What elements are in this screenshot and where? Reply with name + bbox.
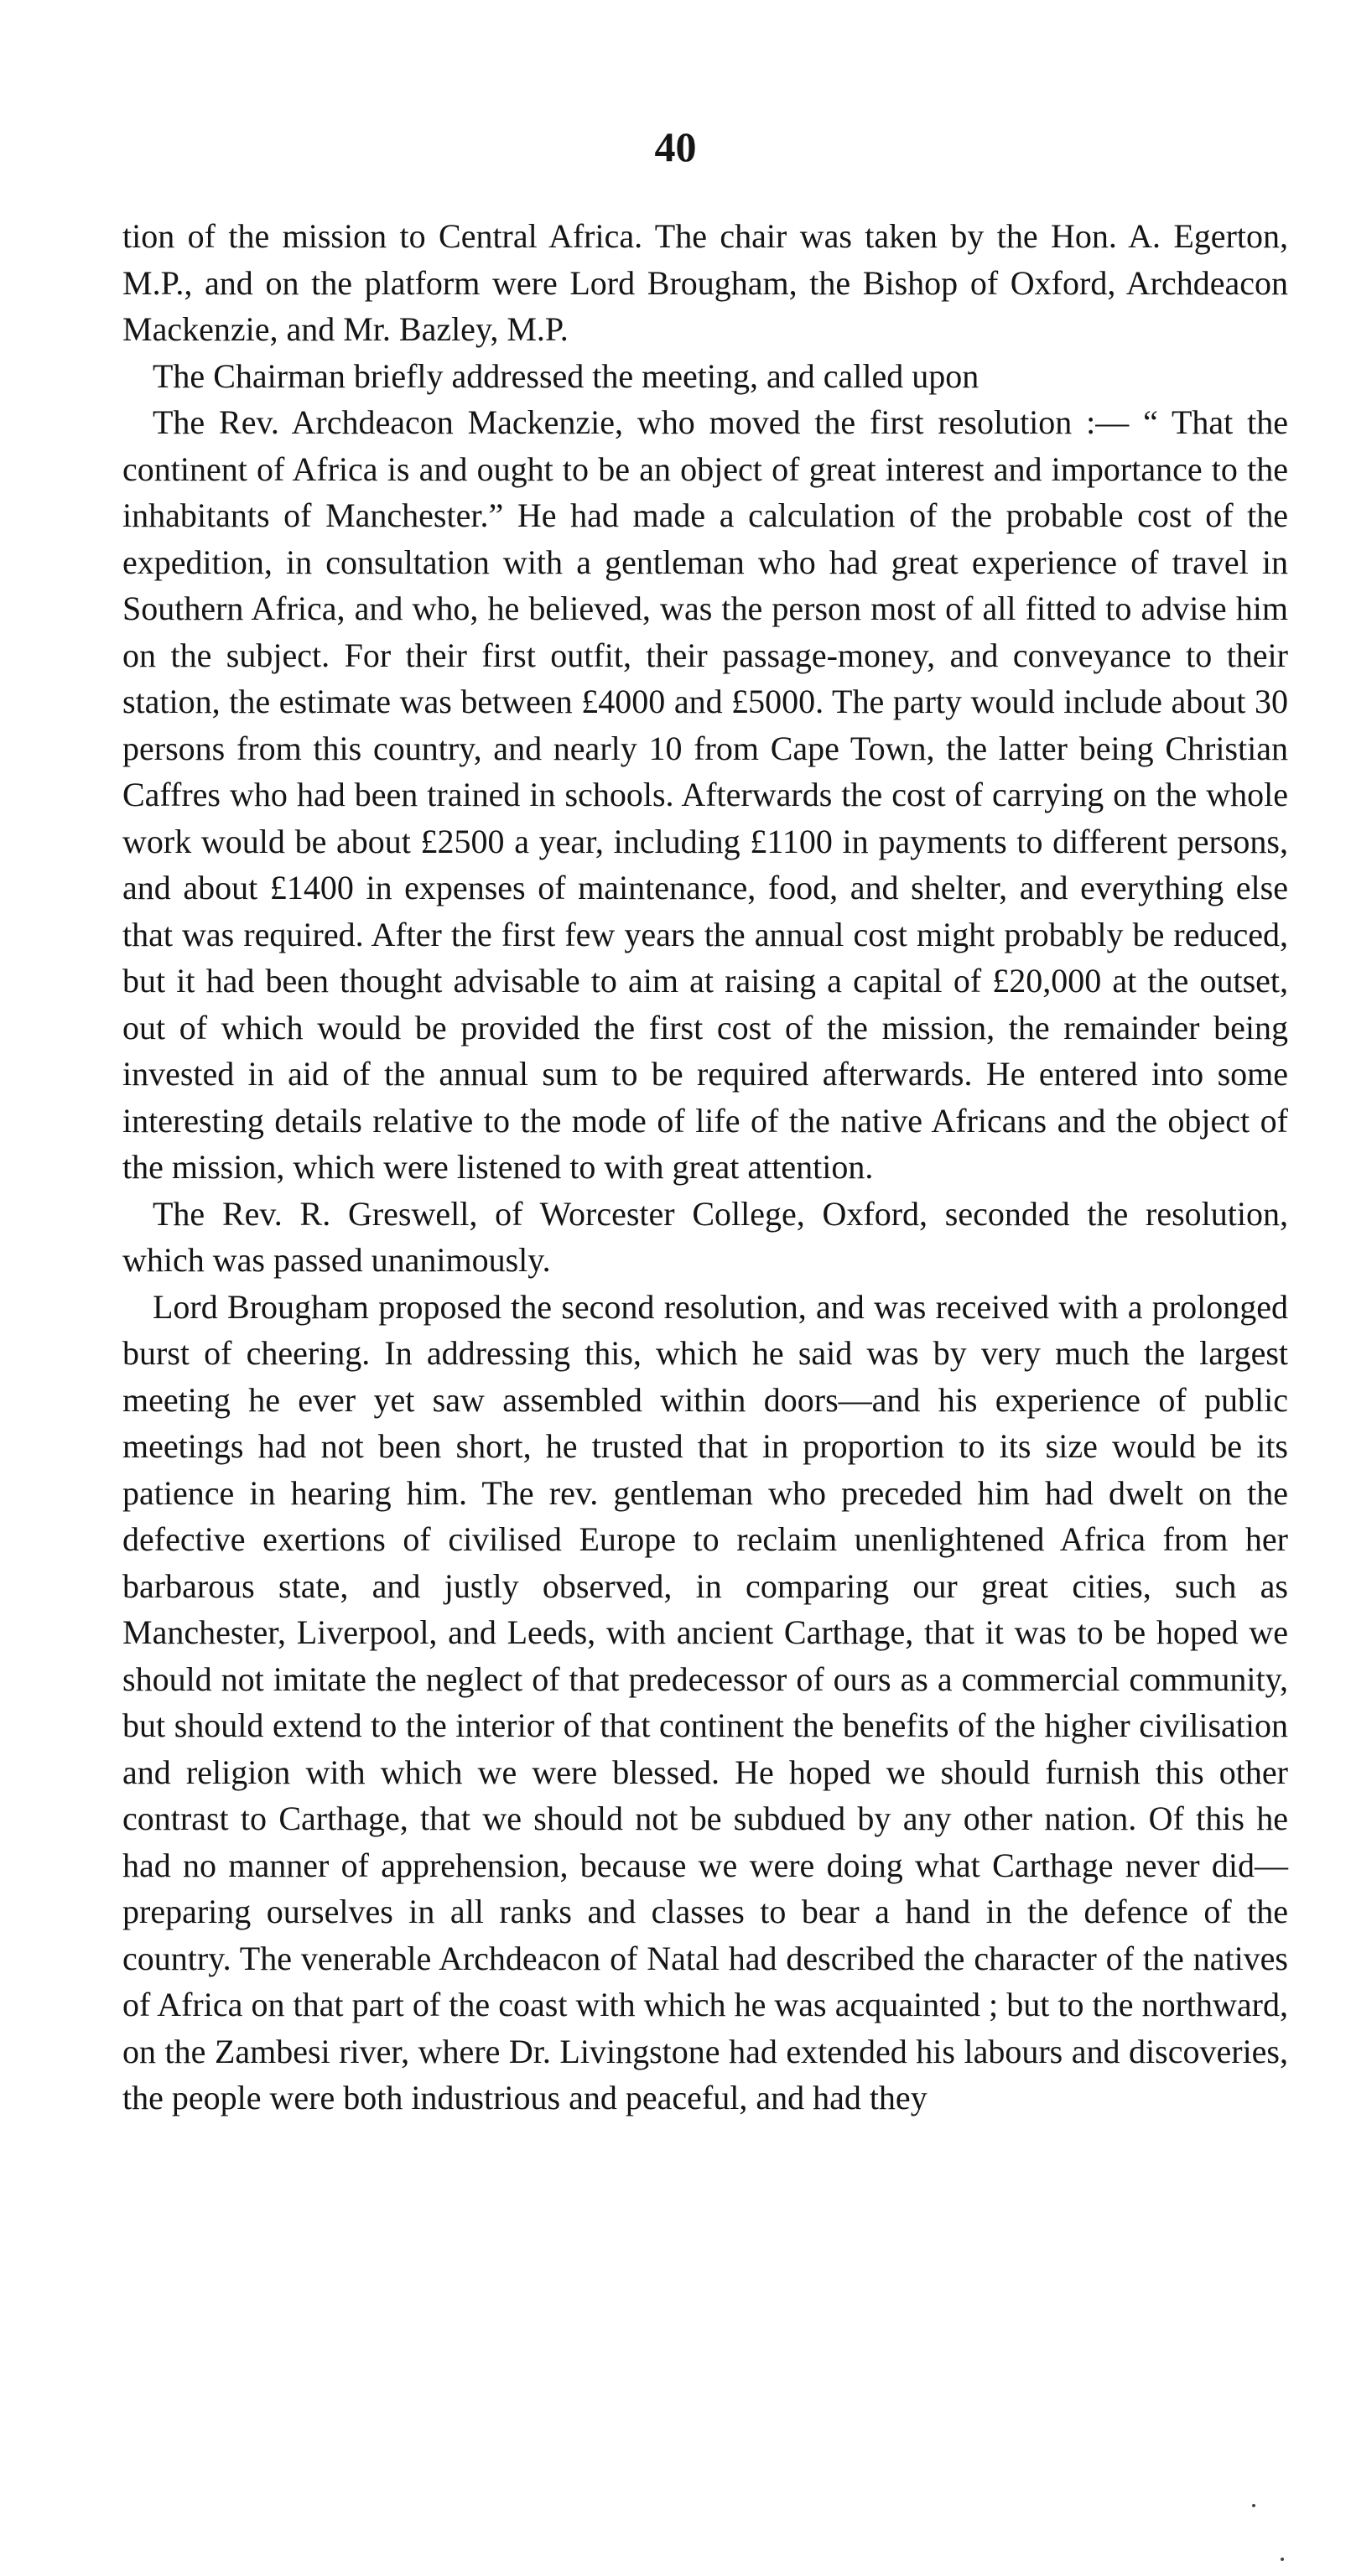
page-number: 40 [654, 123, 697, 170]
paragraph-continuation: tion of the mission to Central Africa. The chair was taken by the Hon. A. Egerton, M.P., and on the platform were Lord Brougham, the Bishop of Oxford, Archdeacon Mackenzie, and Mr. Bazley, M.P. [122, 217, 1288, 348]
stray-mark [1252, 2504, 1255, 2507]
body-text [122, 213, 1288, 2122]
stray-mark [1281, 2558, 1284, 2561]
paragraph-brougham: Lord Brougham proposed the second resolution, and was received with a prolonged burst of cheering. In addressing this, which he said was by very much the largest meeting he ever yet saw assembled within doors—and his experience of public meetings had not been short, he trusted that in proportion to its size would be its patience in hearing him. The rev. gentleman who preceded him had dwelt on the defective exertions of civilised Europe to reclaim unenlightened Africa from her barbarous state, and justly observed, in comparing our great cities, such as Manchester, Liverpool, and Leeds, with ancient Carthage, that it was to be hoped we should not imitate the neglect of that predecessor of ours as a commercial community, but should extend to the interior of that continent the benefits of the higher civilisation and religion with which we were blessed. He hoped we should furnish this other contrast to Carthage, that we should not be subdued by any other nation. Of this he had no manner of apprehension, because we were doing what Carthage never did—preparing ourselves in all ranks and classes to bear a hand in the defence of the country. The venerable Archdeacon of Natal had described the character of the natives of Africa on that part of the coast with which he was acquainted ; but to the northward, on the Zambesi river, where Dr. Livingstone had extended his labours and discoveries, the people were both industrious and peaceful, and had they [122, 1287, 1288, 2116]
paragraph-chairman: The Chairman briefly addressed the meeting, and called upon [153, 356, 979, 395]
paragraph-mackenzie-resolution: The Rev. Archdeacon Mackenzie, who moved the first resolution :— “ That the continent of Africa is and ought to be an object of great interest and importance to the inhabitants of Manchester.” He had made a calculation of the probable cost of the expedition, in consultation with a gentleman who had great experience of travel in Southern Africa, and who, he believed, was the person most of all fitted to advise him on the subject. For their first outfit, their passage-money, and conveyance to their station, the estimate was between £4000 and £5000. The party would include about 30 persons from this country, and nearly 10 from Cape Town, the latter being Christian Caffres who had been trained in schools. Afterwards the cost of carrying on the whole work would be about £2500 a year, including £1100 in payments to different persons, and about £1400 in expenses of maintenance, food, and shelter, and everything else that was required. After the first few years the annual cost might probably be reduced, but it had been thought advisable to aim at raising a capital of £20,000 at the outset, out of which would be provided the first cost of the mission, the remainder being invested in aid of the annual sum to be required afterwards. He entered into some interesting details relative to the mode of life of the native Africans and the object of the mission, which were listened to with great attention. [122, 403, 1288, 1186]
paragraph-greswell: The Rev. R. Greswell, of Worcester College, Oxford, seconded the resolution, which was passed unanimously. [122, 1194, 1288, 1279]
